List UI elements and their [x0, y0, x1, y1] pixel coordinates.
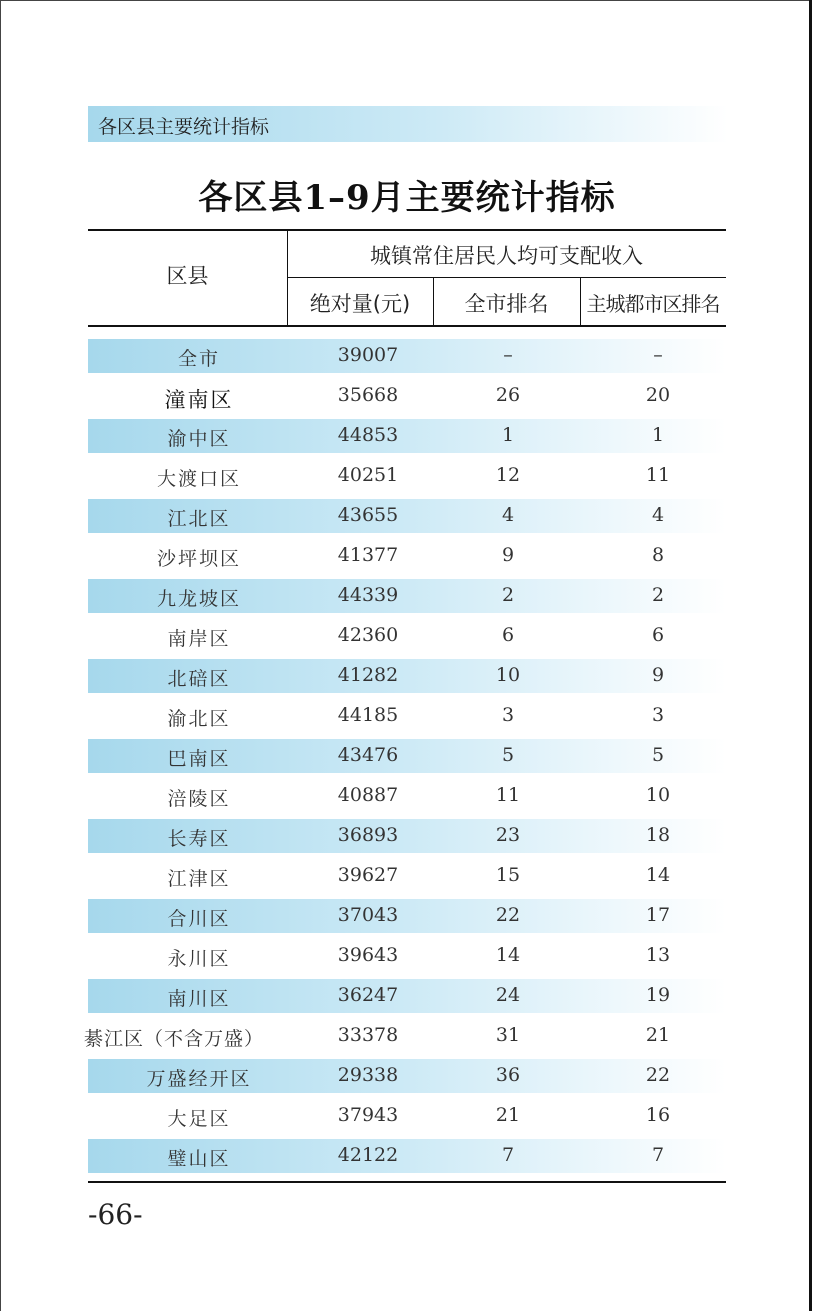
- table-row: [84, 1019, 726, 1053]
- main-rank: 17: [645, 904, 671, 926]
- city-rank: –: [503, 344, 513, 366]
- table-row: [88, 459, 726, 493]
- page-edge-rule: [809, 0, 812, 1311]
- table-row: [88, 779, 726, 813]
- table-row: [88, 699, 726, 733]
- district-name: 綦江区（不含万盛）: [84, 1028, 265, 1050]
- table-row: [88, 579, 726, 613]
- city-rank: 10: [495, 664, 521, 686]
- district-name: 大足区: [167, 1108, 231, 1130]
- table-row: [88, 979, 726, 1013]
- district-name: 南川区: [167, 988, 231, 1010]
- income-value: 44185: [337, 704, 399, 726]
- income-value: 36247: [337, 984, 399, 1006]
- table-row: [88, 739, 726, 773]
- main-rank: 21: [645, 1024, 671, 1046]
- city-rank: 23: [495, 824, 521, 846]
- income-value: 39627: [337, 864, 399, 886]
- income-value: 37943: [337, 1104, 399, 1126]
- table-row: [88, 1059, 726, 1093]
- city-rank: 2: [501, 584, 515, 606]
- main-rank: 8: [651, 544, 665, 566]
- city-rank: 6: [501, 624, 515, 646]
- city-rank: 7: [501, 1144, 515, 1166]
- table-row: [88, 539, 726, 573]
- district-name: 沙坪坝区: [156, 548, 241, 570]
- city-rank: 3: [501, 704, 515, 726]
- header-bottom-rule: [88, 325, 726, 327]
- main-rank: 18: [645, 824, 671, 846]
- table-row: [88, 619, 726, 653]
- main-rank: 22: [645, 1064, 671, 1086]
- main-rank: 19: [645, 984, 671, 1006]
- main-rank: 4: [651, 504, 665, 526]
- district-name: 渝中区: [167, 428, 231, 450]
- city-rank: 1: [501, 424, 515, 446]
- district-name: 潼南区: [164, 388, 234, 412]
- main-rank: 16: [645, 1104, 671, 1126]
- header-main-rank: 主城都市区排名: [586, 292, 720, 316]
- table-bottom-rule: [88, 1181, 726, 1183]
- main-rank: –: [653, 344, 663, 366]
- section-header: 各区县主要统计指标: [98, 116, 270, 138]
- table-row: [88, 499, 726, 533]
- district-name: 北碚区: [167, 668, 231, 690]
- main-rank: 1: [651, 424, 665, 446]
- table-row: [88, 1099, 726, 1133]
- city-rank: 21: [495, 1104, 521, 1126]
- header-group-income: 城镇常住居民人均可支配收入: [370, 244, 643, 268]
- main-rank: 13: [645, 944, 671, 966]
- income-value: 41282: [337, 664, 399, 686]
- income-value: 39643: [337, 944, 399, 966]
- header-absolute: 绝对量(元): [309, 292, 411, 316]
- table-top-rule: [88, 229, 726, 231]
- header-city-rank: 全市排名: [464, 292, 549, 316]
- header-divider-group: [287, 277, 726, 278]
- income-value: 42122: [337, 1144, 399, 1166]
- income-value: 40251: [337, 464, 399, 486]
- city-rank: 4: [501, 504, 515, 526]
- city-rank: 36: [495, 1064, 521, 1086]
- income-value: 37043: [337, 904, 399, 926]
- income-value: 35668: [337, 384, 399, 406]
- page-number: -66-: [88, 1198, 143, 1231]
- main-rank: 3: [651, 704, 665, 726]
- table-row: [88, 339, 726, 373]
- income-value: 29338: [337, 1064, 399, 1086]
- main-rank: 14: [645, 864, 671, 886]
- table-row: [88, 939, 726, 973]
- table-row: [88, 859, 726, 893]
- district-name: 江北区: [167, 508, 231, 530]
- city-rank: 5: [501, 744, 515, 766]
- district-name: 九龙坡区: [156, 588, 241, 610]
- main-rank: 6: [651, 624, 665, 646]
- table-row: [88, 819, 726, 853]
- city-rank: 22: [495, 904, 521, 926]
- header-district: 区县: [166, 264, 209, 288]
- main-rank: 9: [651, 664, 665, 686]
- district-name: 涪陵区: [167, 788, 231, 810]
- table-row: [88, 899, 726, 933]
- district-name: 大渡口区: [156, 468, 241, 490]
- page-title: 各区县1–9月主要统计指标: [198, 178, 616, 218]
- income-value: 39007: [337, 344, 399, 366]
- table-row: [88, 419, 726, 453]
- city-rank: 31: [495, 1024, 521, 1046]
- main-rank: 11: [645, 464, 671, 486]
- main-rank: 20: [645, 384, 671, 406]
- main-rank: 10: [645, 784, 671, 806]
- district-name: 江津区: [167, 868, 231, 890]
- district-name: 永川区: [167, 948, 231, 970]
- income-value: 44339: [337, 584, 399, 606]
- city-rank: 14: [495, 944, 521, 966]
- main-rank: 2: [651, 584, 665, 606]
- city-rank: 24: [495, 984, 521, 1006]
- district-name: 璧山区: [167, 1148, 231, 1170]
- table-row: [88, 659, 726, 693]
- city-rank: 11: [495, 784, 521, 806]
- income-value: 43655: [337, 504, 399, 526]
- main-rank: 7: [651, 1144, 665, 1166]
- section-header-band: [88, 106, 728, 142]
- income-value: 42360: [337, 624, 399, 646]
- income-value: 41377: [337, 544, 399, 566]
- income-value: 40887: [337, 784, 399, 806]
- income-value: 36893: [337, 824, 399, 846]
- table-row: [88, 379, 726, 413]
- city-rank: 9: [501, 544, 515, 566]
- district-name: 南岸区: [167, 628, 231, 650]
- district-name: 渝北区: [167, 708, 231, 730]
- city-rank: 26: [495, 384, 521, 406]
- district-name: 全市: [177, 348, 220, 370]
- income-value: 44853: [337, 424, 399, 446]
- table-row: [88, 1139, 726, 1173]
- income-value: 33378: [337, 1024, 399, 1046]
- district-name: 巴南区: [167, 748, 231, 770]
- city-rank: 15: [495, 864, 521, 886]
- district-name: 长寿区: [167, 828, 231, 850]
- city-rank: 12: [495, 464, 521, 486]
- district-name: 万盛经开区: [146, 1068, 252, 1090]
- district-name: 合川区: [167, 908, 231, 930]
- income-value: 43476: [337, 744, 399, 766]
- main-rank: 5: [651, 744, 665, 766]
